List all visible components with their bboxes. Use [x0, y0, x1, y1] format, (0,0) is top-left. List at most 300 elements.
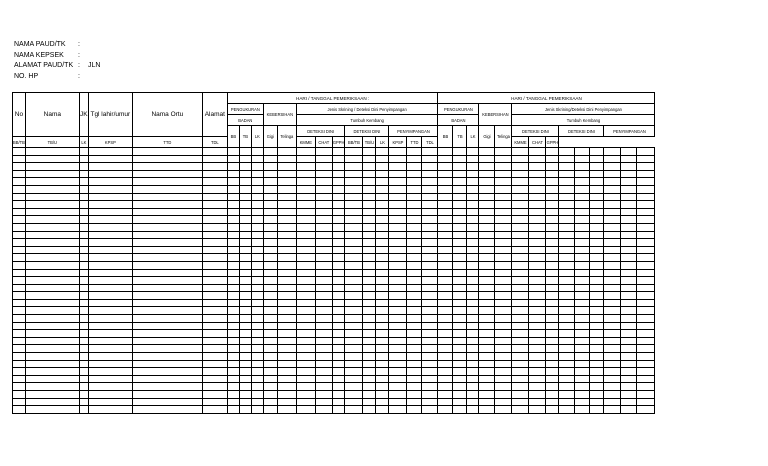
table-cell[interactable] [407, 201, 422, 209]
table-cell[interactable] [202, 163, 227, 171]
table-cell[interactable] [621, 277, 637, 285]
table-cell[interactable] [227, 299, 239, 307]
table-cell[interactable] [25, 269, 79, 277]
table-cell[interactable] [546, 299, 559, 307]
table-cell[interactable] [277, 246, 296, 254]
table-cell[interactable] [13, 201, 26, 209]
table-cell[interactable] [512, 261, 529, 269]
table-cell[interactable] [332, 299, 345, 307]
table-cell[interactable] [363, 315, 376, 323]
table-cell[interactable] [559, 148, 575, 156]
table-cell[interactable] [13, 239, 26, 247]
table-cell[interactable] [438, 284, 453, 292]
table-cell[interactable] [132, 284, 202, 292]
table-cell[interactable] [621, 246, 637, 254]
table-cell[interactable] [422, 269, 438, 277]
table-cell[interactable] [575, 284, 590, 292]
table-cell[interactable] [479, 231, 495, 239]
table-cell[interactable] [345, 299, 363, 307]
table-cell[interactable] [239, 307, 251, 315]
table-cell[interactable] [132, 307, 202, 315]
table-cell[interactable] [575, 193, 590, 201]
table-cell[interactable] [79, 208, 88, 216]
table-cell[interactable] [438, 398, 453, 406]
table-cell[interactable] [407, 185, 422, 193]
table-cell[interactable] [389, 170, 407, 178]
table-cell[interactable] [389, 406, 407, 414]
table-cell[interactable] [363, 345, 376, 353]
table-cell[interactable] [263, 299, 277, 307]
table-cell[interactable] [88, 345, 132, 353]
table-cell[interactable] [512, 193, 529, 201]
table-cell[interactable] [467, 284, 479, 292]
table-cell[interactable] [479, 216, 495, 224]
table-cell[interactable] [79, 299, 88, 307]
table-cell[interactable] [315, 368, 332, 376]
table-cell[interactable] [345, 246, 363, 254]
table-cell[interactable] [239, 201, 251, 209]
table-cell[interactable] [512, 185, 529, 193]
table-cell[interactable] [79, 330, 88, 338]
table-cell[interactable] [376, 254, 389, 262]
table-cell[interactable] [376, 163, 389, 171]
table-cell[interactable] [621, 185, 637, 193]
table-cell[interactable] [479, 170, 495, 178]
table-cell[interactable] [621, 208, 637, 216]
table-cell[interactable] [529, 155, 546, 163]
table-cell[interactable] [227, 155, 239, 163]
table-cell[interactable] [407, 239, 422, 247]
table-cell[interactable] [559, 406, 575, 414]
table-cell[interactable] [263, 398, 277, 406]
table-cell[interactable] [88, 185, 132, 193]
table-cell[interactable] [453, 345, 467, 353]
table-cell[interactable] [495, 322, 512, 330]
table-cell[interactable] [479, 292, 495, 300]
table-cell[interactable] [263, 193, 277, 201]
table-cell[interactable] [512, 208, 529, 216]
table-cell[interactable] [315, 330, 332, 338]
table-cell[interactable] [132, 239, 202, 247]
table-cell[interactable] [512, 375, 529, 383]
table-cell[interactable] [132, 330, 202, 338]
table-cell[interactable] [345, 322, 363, 330]
table-cell[interactable] [453, 155, 467, 163]
table-cell[interactable] [227, 216, 239, 224]
table-cell[interactable] [376, 261, 389, 269]
table-cell[interactable] [575, 345, 590, 353]
table-cell[interactable] [590, 185, 604, 193]
table-cell[interactable] [239, 148, 251, 156]
table-cell[interactable] [467, 330, 479, 338]
table-cell[interactable] [88, 155, 132, 163]
table-cell[interactable] [332, 368, 345, 376]
table-cell[interactable] [407, 375, 422, 383]
table-cell[interactable] [495, 239, 512, 247]
table-cell[interactable] [251, 315, 263, 323]
table-cell[interactable] [277, 185, 296, 193]
table-cell[interactable] [376, 330, 389, 338]
table-cell[interactable] [438, 307, 453, 315]
table-cell[interactable] [239, 345, 251, 353]
table-cell[interactable] [389, 155, 407, 163]
table-cell[interactable] [422, 368, 438, 376]
table-cell[interactable] [277, 269, 296, 277]
table-cell[interactable] [376, 277, 389, 285]
table-cell[interactable] [251, 269, 263, 277]
table-cell[interactable] [637, 170, 655, 178]
table-cell[interactable] [467, 299, 479, 307]
table-cell[interactable] [453, 292, 467, 300]
table-cell[interactable] [559, 299, 575, 307]
table-cell[interactable] [376, 170, 389, 178]
table-cell[interactable] [512, 284, 529, 292]
table-cell[interactable] [467, 208, 479, 216]
table-cell[interactable] [376, 284, 389, 292]
table-cell[interactable] [575, 216, 590, 224]
table-cell[interactable] [467, 375, 479, 383]
table-cell[interactable] [453, 246, 467, 254]
table-cell[interactable] [376, 307, 389, 315]
table-cell[interactable] [88, 170, 132, 178]
table-cell[interactable] [277, 208, 296, 216]
table-cell[interactable] [202, 337, 227, 345]
table-cell[interactable] [296, 345, 315, 353]
table-cell[interactable] [438, 353, 453, 361]
table-cell[interactable] [227, 383, 239, 391]
table-cell[interactable] [25, 178, 79, 186]
table-cell[interactable] [389, 185, 407, 193]
table-cell[interactable] [637, 284, 655, 292]
table-cell[interactable] [479, 208, 495, 216]
table-cell[interactable] [453, 261, 467, 269]
table-cell[interactable] [546, 254, 559, 262]
table-cell[interactable] [453, 330, 467, 338]
table-cell[interactable] [296, 284, 315, 292]
table-cell[interactable] [453, 231, 467, 239]
table-cell[interactable] [637, 299, 655, 307]
table-cell[interactable] [332, 360, 345, 368]
table-cell[interactable] [363, 398, 376, 406]
table-cell[interactable] [363, 375, 376, 383]
table-cell[interactable] [438, 383, 453, 391]
table-cell[interactable] [79, 269, 88, 277]
table-cell[interactable] [345, 315, 363, 323]
table-cell[interactable] [363, 292, 376, 300]
table-cell[interactable] [438, 345, 453, 353]
table-cell[interactable] [422, 163, 438, 171]
table-cell[interactable] [467, 193, 479, 201]
table-cell[interactable] [575, 330, 590, 338]
table-cell[interactable] [453, 269, 467, 277]
table-cell[interactable] [263, 239, 277, 247]
table-cell[interactable] [546, 360, 559, 368]
table-cell[interactable] [590, 170, 604, 178]
table-cell[interactable] [575, 299, 590, 307]
table-cell[interactable] [422, 261, 438, 269]
table-cell[interactable] [453, 337, 467, 345]
table-cell[interactable] [88, 148, 132, 156]
table-cell[interactable] [637, 315, 655, 323]
table-cell[interactable] [590, 360, 604, 368]
table-cell[interactable] [637, 353, 655, 361]
table-cell[interactable] [621, 368, 637, 376]
table-cell[interactable] [422, 307, 438, 315]
table-cell[interactable] [251, 398, 263, 406]
table-cell[interactable] [590, 269, 604, 277]
table-cell[interactable] [363, 261, 376, 269]
table-cell[interactable] [345, 360, 363, 368]
table-cell[interactable] [277, 383, 296, 391]
table-cell[interactable] [277, 231, 296, 239]
table-cell[interactable] [407, 315, 422, 323]
table-cell[interactable] [637, 337, 655, 345]
table-cell[interactable] [315, 208, 332, 216]
table-cell[interactable] [13, 163, 26, 171]
table-cell[interactable] [389, 223, 407, 231]
table-cell[interactable] [263, 391, 277, 399]
table-cell[interactable] [559, 261, 575, 269]
table-cell[interactable] [467, 170, 479, 178]
table-cell[interactable] [389, 337, 407, 345]
table-cell[interactable] [25, 231, 79, 239]
table-cell[interactable] [604, 170, 621, 178]
table-cell[interactable] [438, 368, 453, 376]
table-cell[interactable] [296, 322, 315, 330]
table-cell[interactable] [132, 337, 202, 345]
table-cell[interactable] [251, 163, 263, 171]
table-cell[interactable] [345, 375, 363, 383]
table-cell[interactable] [277, 375, 296, 383]
table-cell[interactable] [345, 231, 363, 239]
table-cell[interactable] [575, 277, 590, 285]
table-cell[interactable] [621, 353, 637, 361]
table-cell[interactable] [227, 375, 239, 383]
table-cell[interactable] [332, 398, 345, 406]
table-cell[interactable] [79, 284, 88, 292]
table-cell[interactable] [495, 292, 512, 300]
table-cell[interactable] [13, 269, 26, 277]
table-cell[interactable] [590, 201, 604, 209]
table-cell[interactable] [25, 391, 79, 399]
table-cell[interactable] [251, 353, 263, 361]
table-cell[interactable] [227, 337, 239, 345]
table-cell[interactable] [495, 307, 512, 315]
table-cell[interactable] [202, 322, 227, 330]
table-cell[interactable] [467, 269, 479, 277]
table-cell[interactable] [296, 337, 315, 345]
table-cell[interactable] [546, 148, 559, 156]
table-cell[interactable] [296, 261, 315, 269]
table-cell[interactable] [363, 178, 376, 186]
table-cell[interactable] [13, 406, 26, 414]
table-cell[interactable] [590, 239, 604, 247]
table-cell[interactable] [227, 208, 239, 216]
table-cell[interactable] [467, 368, 479, 376]
table-cell[interactable] [363, 246, 376, 254]
table-cell[interactable] [604, 406, 621, 414]
table-cell[interactable] [88, 269, 132, 277]
table-cell[interactable] [227, 269, 239, 277]
table-cell[interactable] [575, 375, 590, 383]
table-cell[interactable] [621, 216, 637, 224]
table-cell[interactable] [363, 201, 376, 209]
table-cell[interactable] [251, 223, 263, 231]
table-cell[interactable] [13, 261, 26, 269]
table-cell[interactable] [277, 261, 296, 269]
table-cell[interactable] [453, 163, 467, 171]
table-cell[interactable] [202, 155, 227, 163]
table-cell[interactable] [422, 239, 438, 247]
table-cell[interactable] [438, 208, 453, 216]
table-cell[interactable] [332, 307, 345, 315]
table-cell[interactable] [88, 406, 132, 414]
table-cell[interactable] [202, 307, 227, 315]
table-cell[interactable] [79, 353, 88, 361]
table-cell[interactable] [263, 223, 277, 231]
table-cell[interactable] [25, 383, 79, 391]
table-cell[interactable] [559, 178, 575, 186]
table-cell[interactable] [559, 201, 575, 209]
table-cell[interactable] [529, 345, 546, 353]
table-cell[interactable] [467, 178, 479, 186]
table-cell[interactable] [546, 216, 559, 224]
table-cell[interactable] [88, 246, 132, 254]
table-cell[interactable] [202, 277, 227, 285]
table-cell[interactable] [512, 178, 529, 186]
table-cell[interactable] [467, 315, 479, 323]
table-cell[interactable] [512, 353, 529, 361]
table-cell[interactable] [251, 307, 263, 315]
table-cell[interactable] [25, 185, 79, 193]
table-cell[interactable] [575, 315, 590, 323]
table-cell[interactable] [345, 284, 363, 292]
table-cell[interactable] [296, 163, 315, 171]
table-cell[interactable] [88, 375, 132, 383]
table-cell[interactable] [315, 360, 332, 368]
table-cell[interactable] [479, 246, 495, 254]
table-cell[interactable] [604, 201, 621, 209]
table-cell[interactable] [79, 337, 88, 345]
table-cell[interactable] [202, 353, 227, 361]
table-cell[interactable] [495, 315, 512, 323]
table-cell[interactable] [88, 307, 132, 315]
table-cell[interactable] [332, 216, 345, 224]
table-cell[interactable] [559, 337, 575, 345]
table-cell[interactable] [88, 193, 132, 201]
table-cell[interactable] [227, 322, 239, 330]
table-cell[interactable] [88, 277, 132, 285]
table-cell[interactable] [559, 277, 575, 285]
table-cell[interactable] [376, 406, 389, 414]
table-cell[interactable] [277, 201, 296, 209]
table-cell[interactable] [637, 277, 655, 285]
table-cell[interactable] [479, 322, 495, 330]
table-cell[interactable] [376, 391, 389, 399]
table-cell[interactable] [604, 254, 621, 262]
table-cell[interactable] [453, 322, 467, 330]
table-cell[interactable] [315, 284, 332, 292]
table-cell[interactable] [296, 148, 315, 156]
table-cell[interactable] [332, 284, 345, 292]
table-cell[interactable] [546, 163, 559, 171]
table-cell[interactable] [546, 345, 559, 353]
table-cell[interactable] [590, 375, 604, 383]
table-cell[interactable] [132, 193, 202, 201]
table-cell[interactable] [621, 337, 637, 345]
table-cell[interactable] [389, 353, 407, 361]
table-cell[interactable] [251, 193, 263, 201]
table-cell[interactable] [315, 345, 332, 353]
table-cell[interactable] [407, 406, 422, 414]
table-cell[interactable] [512, 299, 529, 307]
table-cell[interactable] [132, 277, 202, 285]
table-cell[interactable] [332, 170, 345, 178]
table-cell[interactable] [363, 223, 376, 231]
table-cell[interactable] [277, 398, 296, 406]
table-cell[interactable] [202, 368, 227, 376]
table-cell[interactable] [637, 208, 655, 216]
table-cell[interactable] [422, 216, 438, 224]
table-cell[interactable] [25, 170, 79, 178]
table-cell[interactable] [88, 284, 132, 292]
table-cell[interactable] [467, 216, 479, 224]
table-cell[interactable] [479, 193, 495, 201]
table-cell[interactable] [453, 360, 467, 368]
table-cell[interactable] [25, 148, 79, 156]
table-cell[interactable] [345, 391, 363, 399]
table-cell[interactable] [239, 277, 251, 285]
table-cell[interactable] [13, 330, 26, 338]
table-cell[interactable] [239, 299, 251, 307]
table-cell[interactable] [422, 337, 438, 345]
table-cell[interactable] [604, 163, 621, 171]
table-cell[interactable] [495, 391, 512, 399]
table-cell[interactable] [422, 383, 438, 391]
table-cell[interactable] [132, 246, 202, 254]
table-cell[interactable] [376, 337, 389, 345]
table-cell[interactable] [546, 330, 559, 338]
table-cell[interactable] [529, 406, 546, 414]
table-cell[interactable] [132, 178, 202, 186]
table-cell[interactable] [202, 391, 227, 399]
table-cell[interactable] [79, 239, 88, 247]
table-cell[interactable] [453, 178, 467, 186]
table-cell[interactable] [495, 148, 512, 156]
table-cell[interactable] [621, 360, 637, 368]
table-cell[interactable] [79, 391, 88, 399]
table-cell[interactable] [345, 398, 363, 406]
table-cell[interactable] [25, 398, 79, 406]
table-cell[interactable] [575, 383, 590, 391]
table-cell[interactable] [559, 330, 575, 338]
table-cell[interactable] [512, 148, 529, 156]
table-cell[interactable] [13, 360, 26, 368]
table-cell[interactable] [79, 193, 88, 201]
table-cell[interactable] [239, 231, 251, 239]
table-cell[interactable] [590, 330, 604, 338]
table-cell[interactable] [467, 292, 479, 300]
table-cell[interactable] [88, 239, 132, 247]
table-cell[interactable] [332, 277, 345, 285]
table-cell[interactable] [422, 170, 438, 178]
table-cell[interactable] [438, 277, 453, 285]
table-cell[interactable] [495, 360, 512, 368]
table-cell[interactable] [227, 261, 239, 269]
table-cell[interactable] [88, 201, 132, 209]
table-cell[interactable] [202, 239, 227, 247]
table-cell[interactable] [345, 163, 363, 171]
